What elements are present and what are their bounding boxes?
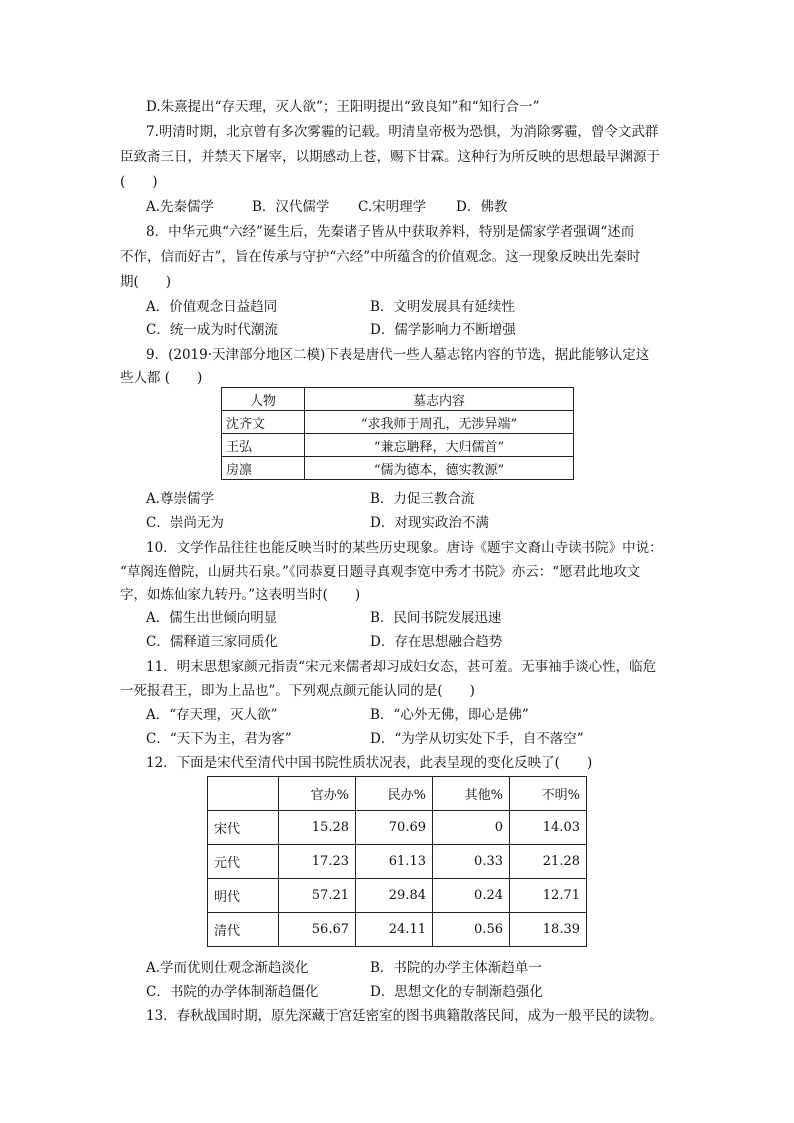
q12-option-b: B．书院的办学主体渐趋单一 [370, 960, 542, 976]
table-cell: 18.39 [510, 913, 587, 947]
q8-option-d: D．儒学影响力不断增强 [370, 322, 516, 338]
table-cell: 宋代 [208, 811, 279, 845]
table-cell: 沈齐文 [222, 411, 305, 434]
q7-stem-line1: 7.明清时期，北京曾有多次雾霾的记载。明清皇帝极为恐惧，为消除雾霾，曾令文武群 [146, 124, 659, 140]
table-cell: 0 [433, 811, 510, 845]
table-cell: 21.28 [510, 845, 587, 879]
table-header-cell: 其他% [433, 777, 510, 811]
table-row [222, 457, 574, 480]
table-row [208, 845, 587, 879]
table-cell: 70.69 [356, 811, 433, 845]
table-cell: 12.71 [510, 879, 587, 913]
q11-option-b: B．“心外无佛，即心是佛” [370, 707, 529, 723]
epitaph-table [221, 387, 574, 480]
table-cell: 房凛 [222, 457, 305, 480]
q8-stem-line2: 不作，信而好古”，旨在传承与守护“六经”中所蕴含的价值观念。这一现象反映出先秦时 [120, 249, 641, 265]
table-cell: “儒为德本，德实教源” [305, 457, 574, 480]
q9-option-a: A.尊崇儒学 [146, 491, 215, 507]
table-cell: 王弘 [222, 434, 305, 457]
table-header-cell: 不明% [510, 777, 587, 811]
table-row [208, 913, 587, 947]
table-cell: 61.13 [356, 845, 433, 879]
q9-stem-line2: 些人都 ( ) [120, 370, 203, 386]
q7-option-a: A.先秦儒学 [146, 199, 215, 215]
table-row [208, 879, 587, 913]
table-cell: 元代 [208, 845, 279, 879]
table-cell: 清代 [208, 913, 279, 947]
table-cell: 29.84 [356, 879, 433, 913]
q7-option-c: C.宋明理学 [358, 199, 427, 215]
table-cell: 56.67 [279, 913, 356, 947]
q9-option-b: B．力促三教合流 [370, 491, 475, 507]
table-cell: 17.23 [279, 845, 356, 879]
q10-option-d: D．存在思想融合趋势 [370, 634, 503, 650]
q7-option-d: D．佛教 [456, 199, 508, 215]
q9-stem-line1: 9．(2019·天津部分地区二模)下表是唐代一些人墓志铭内容的节选，据此能够认定这 [146, 347, 650, 363]
table-header-row [208, 777, 587, 811]
table-cell: 24.11 [356, 913, 433, 947]
table-cell: 0.56 [433, 913, 510, 947]
q8-stem-line3: 期( ) [120, 274, 172, 290]
q7-answer-blank: ( ) [120, 174, 158, 190]
table-header-row [222, 388, 574, 411]
q11-option-d: D．“为学从切实处下手，自不落空” [370, 731, 584, 747]
q9-option-c: C．崇尚无为 [146, 515, 224, 531]
table-header-cell: 人物 [222, 388, 305, 411]
q11-stem-line2: 一死报君王，即为上品也”。下列观点颜元能认同的是( ) [120, 683, 475, 699]
q13-stem-line1: 13．春秋战国时期，原先深藏于宫廷密室的图书典籍散落民间，成为一般平民的读物。 [146, 1008, 663, 1024]
academy-table [207, 776, 587, 947]
table-cell: “兼忘聃释，大归儒首” [305, 434, 574, 457]
q11-option-c: C．“天下为主，君为客” [146, 731, 292, 747]
q10-option-c: C．儒释道三家同质化 [146, 634, 278, 650]
q10-stem-line1: 10．文学作品往往也能反映当时的某些历史现象。唐诗《题宇文裔山寺读书院》中说： [146, 540, 663, 556]
q12-option-d: D．思想文化的专制渐趋强化 [370, 984, 543, 1000]
table-header-cell [208, 777, 279, 811]
q7-stem-line2: 臣致斋三日，并禁天下屠宰，以期感动上苍，赐下甘霖。这种行为所反映的思想最早渊源于 [120, 149, 660, 165]
q11-option-a: A．“存天理，灭人欲” [146, 707, 278, 723]
table-header-cell: 民办% [356, 777, 433, 811]
q12-option-a: A.学而优则仕观念渐趋淡化 [146, 960, 309, 976]
table-row [222, 434, 574, 457]
q10-stem-line2: “草阁连僧院，山厨共石泉。”《同恭夏日题寻真观李宽中秀才书院》亦云：“愿君此地攻文 [120, 564, 641, 580]
q8-option-a: A．价值观念日益趋同 [146, 299, 278, 315]
table-row [208, 811, 587, 845]
q10-stem-line3: 字，如炼仙家九转丹。”这表明当时( ) [120, 587, 361, 603]
q11-stem-line1: 11．明末思想家颜元指责“宋元来儒者却习成妇女态，甚可羞。无事袖手谈心性，临危 [146, 659, 657, 675]
table-cell: 0.33 [433, 845, 510, 879]
table-header-cell: 墓志内容 [305, 388, 574, 411]
q9-option-d: D．对现实政治不满 [370, 515, 489, 531]
table-row [222, 411, 574, 434]
q8-option-b: B．文明发展具有延续性 [370, 299, 515, 315]
q10-option-a: A．儒生出世倾向明显 [146, 610, 278, 626]
table-cell: 14.03 [510, 811, 587, 845]
table-header-cell: 官办% [279, 777, 356, 811]
q6-option-d: D.朱熹提出“存天理，灭人欲”；王阳明提出“致良知”和“知行合一” [146, 99, 540, 115]
table-cell: “求我师于周孔，无涉异端” [305, 411, 574, 434]
table-cell: 57.21 [279, 879, 356, 913]
q12-option-c: C．书院的办学体制渐趋僵化 [146, 984, 319, 1000]
table-cell: 0.24 [433, 879, 510, 913]
table-cell: 明代 [208, 879, 279, 913]
q8-stem-line1: 8．中华元典“六经”诞生后，先秦诸子皆从中获取养料，特别是儒家学者强调“述而 [146, 224, 635, 240]
q10-option-b: B．民间书院发展迅速 [370, 610, 502, 626]
q7-option-b: B．汉代儒学 [252, 199, 330, 215]
table-cell: 15.28 [279, 811, 356, 845]
q8-option-c: C．统一成为时代潮流 [146, 322, 278, 338]
q12-stem-line1: 12．下面是宋代至清代中国书院性质状况表，此表呈现的变化反映了( ) [146, 755, 593, 771]
